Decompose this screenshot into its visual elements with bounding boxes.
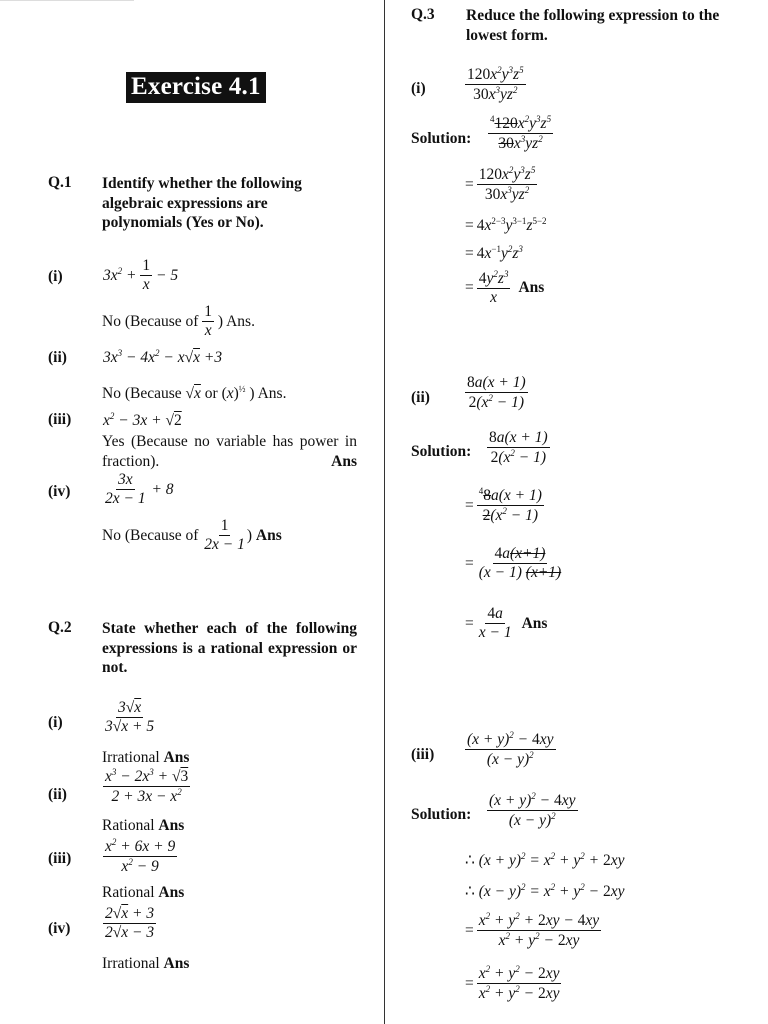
q2-number: Q.2 bbox=[48, 619, 72, 636]
q1-ii-label: (ii) bbox=[48, 349, 67, 366]
q2-iii-label: (iii) bbox=[48, 850, 72, 867]
q3-ii-step-2: = $\frac{4a}{x - 1}$ Ans bbox=[465, 605, 548, 642]
q1-text: Identify whether the following algebraic expressions are polynomials (Yes or No). bbox=[102, 175, 302, 231]
q2-iv-label: (iv) bbox=[48, 920, 71, 937]
q3-ii-solution-label: Solution: bbox=[411, 443, 472, 460]
q3-iii-step-0: $\frac{(x + y)^2 - 4xy}{(x - y)^2}$ bbox=[489, 791, 576, 830]
top-rule bbox=[0, 0, 134, 1]
q3-text: Reduce the following expression to the lowest form. bbox=[466, 7, 720, 44]
q3-i-ans: Ans bbox=[518, 279, 545, 297]
q2-ii-answer: Rational Ans bbox=[102, 817, 185, 834]
q1-iii-answer: Yes (Because no variable has power in fraction). Ans bbox=[102, 433, 357, 470]
q3-iii-step-3: = $\frac{x^2 + y^2 + 2xy - 4xy}{x^2 + y^2 - 2xy}$ bbox=[465, 911, 600, 950]
q2-iv-expr: $\frac{2√x + 3}{2√x - 3}$ bbox=[105, 905, 155, 942]
q3-i-step-4: = $\frac{4y^2z^3}{x}$ Ans bbox=[465, 269, 545, 307]
q3-i-step-2: = $4x^{2-3}y^{3-1}z^{5-2}$ bbox=[465, 216, 547, 235]
q3-i-step-1: = $\frac{120x^2y^3z^5}{30x^3yz^2}$ bbox=[465, 165, 536, 204]
q1-number: Q.1 bbox=[48, 174, 72, 191]
q3-i-solution-label: Solution: bbox=[411, 130, 472, 147]
exercise-title: Exercise 4.1 bbox=[126, 72, 266, 103]
q2-ii-expr: $\frac{x^3 - 2x^3 + √3}{2 + 3x - x^2}$ bbox=[105, 767, 189, 806]
q1-iv-answer: No (Because of $\frac{1}{2x - 1}$ ) Ans bbox=[102, 517, 282, 554]
q2-i-answer: Irrational Ans bbox=[102, 749, 190, 766]
q3-iii-step-1: ∴ $(x + y)^2 = x^2 + y^2 + 2xy$ bbox=[465, 851, 625, 870]
q2-i-expr: $\frac{3√x}{3√x + 5}$ bbox=[105, 699, 155, 736]
q2-iii-answer: Rational Ans bbox=[102, 884, 185, 901]
q3-i-step-3: = $4x^{-1}y^2z^3$ bbox=[465, 244, 523, 263]
q1-iv-expr: $\frac{3x}{2x - 1}$ + 8 bbox=[105, 471, 174, 508]
q3-iii-step-2: ∴ $(x - y)^2 = x^2 + y^2 - 2xy$ bbox=[465, 882, 625, 901]
q2-i-label: (i) bbox=[48, 714, 63, 731]
q1-iv-label: (iv) bbox=[48, 483, 71, 500]
q3-i-label: (i) bbox=[411, 80, 426, 97]
q3-ii-ans: Ans bbox=[521, 614, 548, 632]
q3-iii-label: (iii) bbox=[411, 746, 435, 763]
q3-iii-solution-label: Solution: bbox=[411, 806, 472, 823]
q3-ii-step-cancel: = $\frac{^48a(x + 1)}{2(x^2 - 1)}$ bbox=[465, 486, 542, 525]
q1-i-answer: No (Because of $\frac{1}{x}$ ) Ans. bbox=[102, 303, 255, 340]
q3-ii-expr: $\frac{8a(x + 1)}{2(x^2 - 1)}$ bbox=[467, 374, 526, 412]
q3-ii-step-1: = $\frac{4a(x+1)}{(x - 1) (x+1)}$ bbox=[465, 545, 562, 582]
q1-i-label: (i) bbox=[48, 268, 63, 285]
q3-number: Q.3 bbox=[411, 6, 435, 23]
q3-iii-step-4: = $\frac{x^2 + y^2 - 2xy}{x^2 + y^2 - 2xy}$ bbox=[465, 964, 560, 1003]
q2-iv-answer: Irrational Ans bbox=[102, 955, 190, 972]
q2-text: State whether each of the following expressions is a rational expression or not. bbox=[102, 620, 357, 676]
column-divider bbox=[384, 0, 385, 1024]
q3-i-step-cancel: $\frac{^4120x^2y^3z^5}{30x^3yz^2}$ bbox=[490, 114, 552, 153]
q1-ii-expr: $3x^3 - 4x^2 - x√x +3$ bbox=[103, 348, 223, 367]
q3-iii-expr: $\frac{(x + y)^2 - 4xy}{(x - y)^2}$ bbox=[467, 730, 554, 769]
q1-ii-answer: No (Because √x or $(x)^{\frac{1}{2}}$ ) Ans. bbox=[102, 384, 287, 403]
q1-iii-label: (iii) bbox=[48, 411, 72, 428]
q1-i-expr: $3x^2$ + $\frac{1}{x}$ − 5 bbox=[103, 257, 179, 294]
q3-ii-step-0: $\frac{8a(x + 1)}{2(x^2 - 1)}$ bbox=[489, 429, 548, 467]
q1-iii-expr: $x^2 - 3x + √2$ bbox=[103, 411, 182, 430]
q3-i-expr: $\frac{120x^2y^3z^5}{30x^3yz^2}$ bbox=[467, 65, 524, 104]
q2-ii-label: (ii) bbox=[48, 786, 67, 803]
q3-ii-label: (ii) bbox=[411, 389, 430, 406]
q2-iii-expr: $\frac{x^2 + 6x + 9}{x^2 - 9}$ bbox=[105, 837, 176, 876]
